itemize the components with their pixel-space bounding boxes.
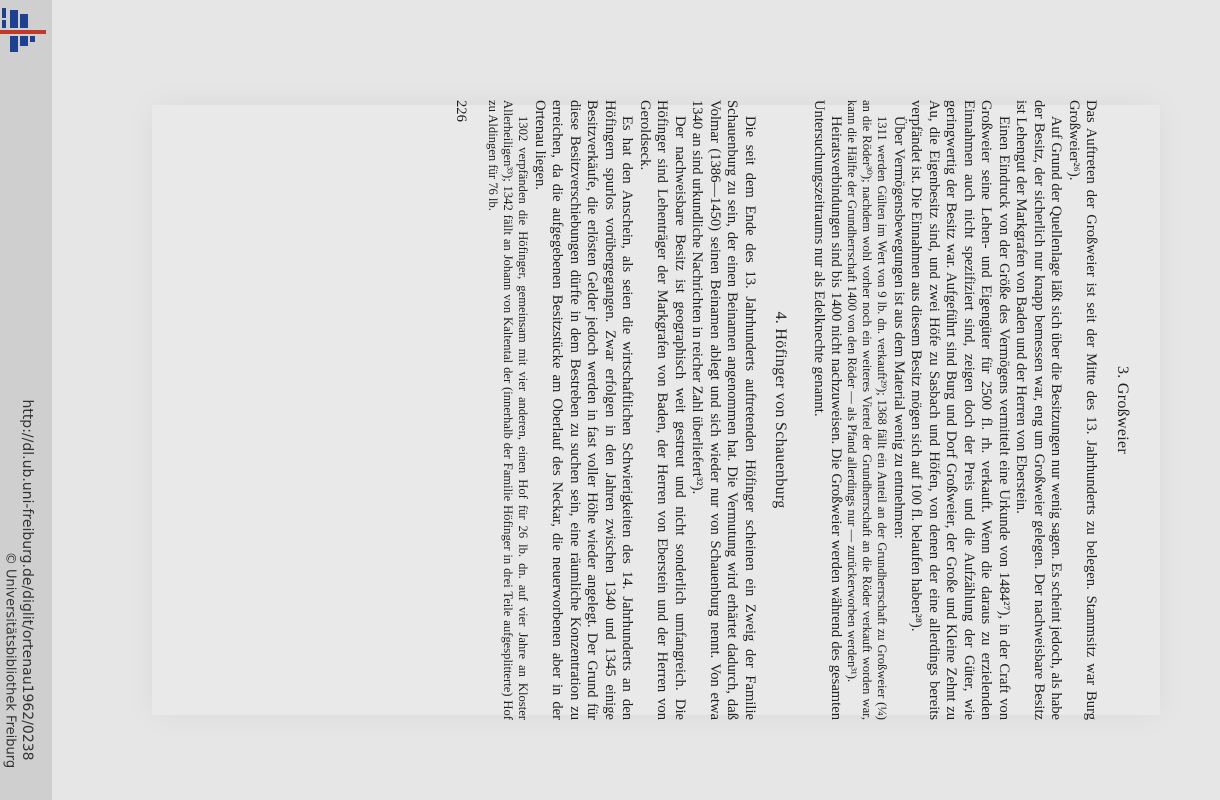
- viewer-sidebar: [0, 0, 52, 800]
- paragraph: Einen Eindruck von der Größe des Vermögens vermittelt eine Urkunde von 1484²⁷), in der Craft von Großweier seine Lehen- und Eigengüter für 2500 fl. rh. verkauft. Wenn die daraus zu erzielenden Einnahmen auch nicht spezifiziert sind, zeigen doch der Preis und die Aufzählung der Güter, wie geringwertig der Besitz war. Aufgeführt sind Burg und Dorf Großweier, der Große und Kleine Zehnt zu Au, die Eigenbesitz sind, und zwei Höfe zu Sasbach und Höfen, von denen der eine allerdings bereits verpfändet ist. Die Einnahmen aus diesem Besitz mögen sich auf 100 fl. belaufen haben²⁸).: [908, 100, 1012, 720]
- paragraph: Das Auftreten der Großweier ist seit der Mitte des 13. Jahrhunderts zu belegen. Stammsitz war Burg Großweier²⁶).: [1066, 100, 1100, 720]
- paragraph: Auf Grund der Quellenlage läßt sich über die Besitzungen nur wenig sagen. Es scheint jedoch, als habe der Besitz, der sicherlich nur knapp bemessen war, eng um Großweier gelegen. Der nachweisbare Besitz ist Lehengut der Markgrafen von Baden und der Herren von Eberstein.: [1013, 100, 1065, 720]
- paragraph: Es hat den Anschein, als seien die wirtschaftlichen Schwierigkeiten des 14. Jahrhunderts an den Höfingern spurlos vorübergegangen. Zwar erfolgen in den Jahren zwischen 1340 und 1345 einige Besitzverkäufe, die erlösten Gelder jedoch werden in fast voller Höhe wieder angelegt. Der Grund für diese Besitzverschiebungen dürfte in dem Bestreben zu suchen sein, eine räumliche Konzentration zu erreichen, da die aufgegebenen Besitzstücke am Oberlauf des Neckar, die neuerworbenen aber in der Ortenau liegen.: [532, 100, 636, 720]
- copyright-notice: © Universitätsbibliothek Freiburg: [2, 551, 18, 769]
- small-print-paragraph: 1311 werden Gülten im Wert von 9 lb. dn. verkauft²⁹); 1368 fällt ein Anteil an der Grundherrschaft zu Großweier (¼) an die Röder³⁰); nachdem wohl vorher noch ein weiteres Viertel der Grundherrschaft an die Röder verkauft worden war, kann die Hälfte der Grundherrschaft 1400 von den Röder — als Pfand allerdings nur — zurückerworben werden³¹).: [845, 100, 890, 720]
- section-title-hoefinger: 4. Höfinger von Schauenburg: [772, 311, 790, 509]
- university-logo-icon[interactable]: [0, 8, 48, 52]
- page-viewer: [52, 0, 1220, 800]
- section-title-grossweier: 3. Großweier: [1114, 365, 1131, 454]
- paragraph: Der nachweisbare Besitz ist geographisch weit gestreut und nicht sonderlich umfangreich. Die Höfinger sind Lehenträger der Markgrafen von Baden, der Herren von Eberstein und der Herren von Geroldseck.: [637, 100, 688, 720]
- paragraph: Die seit dem Ende des 13. Jahrhunderts auftretenden Höfinger scheinen ein Zweig der Familie Schauenburg zu sein, der einen Beinamen angenommen hat. Die Vermutung wird erhärtet dadurch, daß Volmar (1386—1450) seinen Beinamen ablegt und sich wieder nur von Schauenburg nennt. Von etwa 1340 an sind urkundliche Nachrichten in reicher Zahl überliefert³²).: [689, 100, 758, 720]
- document-url[interactable]: http://dl.ub.uni-freiburg.de/diglit/ortenau1962/0238: [19, 399, 35, 761]
- paragraph: Über Vermögensbewegungen ist aus dem Material wenig zu entnehmen:: [891, 116, 907, 539]
- scanned-page: [152, 100, 1160, 720]
- paragraph: Heiratsverbindungen sind bis 1400 nicht nachzuweisen. Die Großweier werden während des gesamten Untersuchungszeitraums nur als Edelknechte genannt.: [811, 100, 845, 720]
- page-number: 226: [453, 100, 470, 122]
- small-print-paragraph: 1302 verpfänden die Höfinger, gemeinsam mit vier anderen, einen Hof für 26 lb. dn. auf vier Jahre an Kloster Allerheiligen³³); 1342 fällt an Johann von Kaltental der (innerhalb der Familie Höfinger in drei Teile aufgesplitterte) Hof zu Aldingen für 76 lb.: [486, 100, 531, 720]
- page-text: [181, 100, 1131, 720]
